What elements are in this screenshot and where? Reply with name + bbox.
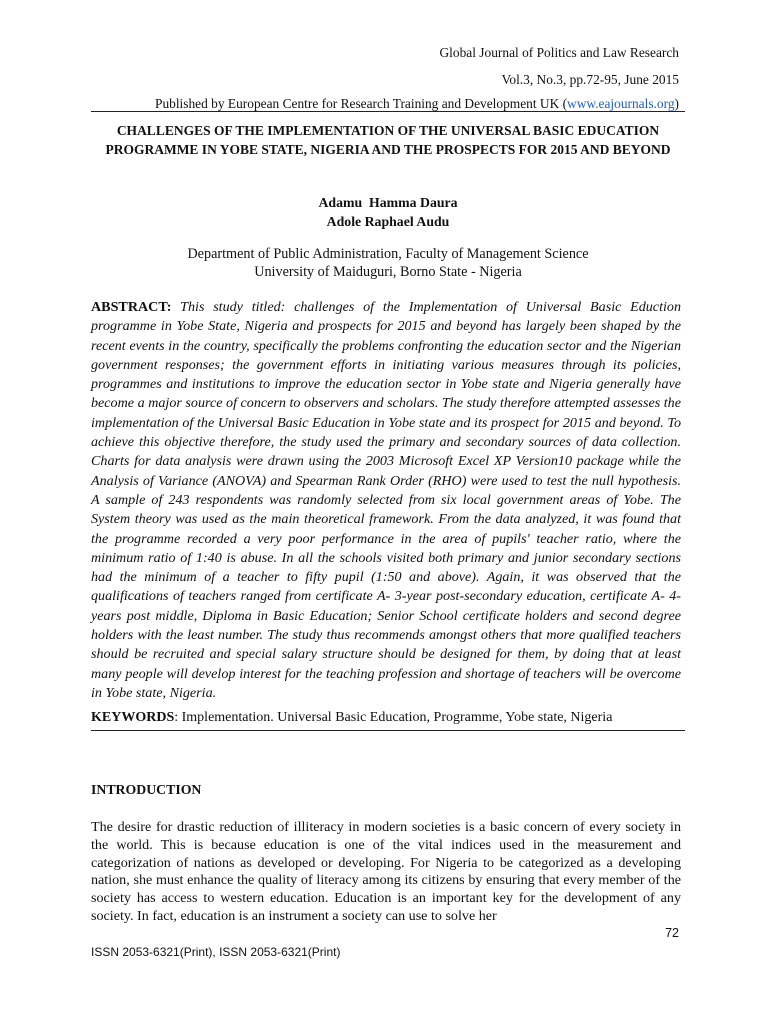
- publisher-suffix: ): [674, 96, 679, 111]
- volume-info: Vol.3, No.3, pp.72-95, June 2015: [501, 72, 679, 87]
- header-rule: [91, 111, 685, 112]
- body-paragraph: The desire for drastic reduction of illiteracy in modern societies is a basic concern of every society in the world. This is because education is one of the vital indices used in the measurement and categorization of nations as developed or developing. For Nigeria to be categorized as a developing nation, she must enhance the quality of literacy among its citizens by ensuring that every member of the society has access to western education. Education is an important key for the development of any society. In fact, education is an instrument a society can use to solve her: [91, 819, 681, 924]
- abstract-label: ABSTRACT:: [91, 299, 172, 315]
- publisher-prefix: Published by European Centre for Research Training and Development UK (: [155, 96, 568, 111]
- author-name: Adamu Hamma Daura: [318, 195, 458, 210]
- author-name: Adole Raphael Audu: [326, 214, 450, 229]
- section-heading: INTRODUCTION: [91, 782, 202, 797]
- affiliation: [91, 245, 685, 281]
- issn-footer: ISSN 2053-6321(Print), ISSN 2053-6321(Print): [91, 945, 341, 959]
- keywords-rule: [91, 730, 685, 731]
- journal-name: Global Journal of Politics and Law Research: [439, 45, 679, 60]
- journal-website-link[interactable]: www.eajournals.org: [567, 96, 675, 111]
- abstract: [91, 298, 681, 703]
- affiliation-line: Department of Public Administration, Faculty of Management Science: [187, 246, 589, 262]
- keywords-text: : Implementation. Universal Basic Education, Programme, Yobe state, Nigeria: [174, 710, 613, 725]
- abstract-text: This study titled: challenges of the Implementation of Universal Basic Eduction programme in Yobe State, Nigeria and prospects for 2015 and beyond has largely been shaped by the recent events in the country, specifically the problems confronting the education sector and the Nigerian government responses; the government efforts in initiating various measures through its policies, programmes and institutions to improve the education sector in Yobe state and Nigeria generally have become a major source of concern to observers and scholars. The study therefore attempted assesses the implementation of the Universal Basic Education in Yobe state and its prospect for 2015 and beyond. To achieve this objective therefore, the study used the primary and secondary sources of data collection. Charts for data analysis were drawn using the 2003 Microsoft Excel XP Version10 package while the Analysis of Variance (ANOVA) and Spearman Rank Order (RHO) were used to test the null hypothesis. A sample of 243 respondents was randomly selected from six local government areas of Yobe. The System theory was used as the main theoretical framework. From the data analyzed, it was found that the programme recorded a very poor performance in the area of pupils' teacher ratio, where the minimum ratio of 1:40 is abuse. In all the schools visited both primary and junior secondary sections had the minimum of a teacher to fifty pupil (1:50 and above). Again, it was observed that the qualifications of teachers ranged from certificate A- 3-year post-secondary education, certificate A- 4-years post middle, Diploma in Basic Education; Senior School certificate holders and second degree holders with the least number. The study thus recommends amongst others that more qualified teachers should be recruited and special salary structure should be designed for them, by doing that at least many people will develop interest for the teaching profession and shortage of teachers will be overcome in Yobe state, Nigeria.: [91, 299, 681, 701]
- affiliation-line: University of Maiduguri, Borno State - Nigeria: [254, 264, 522, 280]
- keywords-label: KEYWORDS: [91, 710, 175, 725]
- page-number: 72: [665, 926, 679, 940]
- paper-title: CHALLENGES OF THE IMPLEMENTATION OF THE UNIVERSAL BASIC EDUCATION PROGRAMME IN YOBE STATE, NIGERIA AND THE PROSPECTS FOR 2015 AND BEYOND: [105, 123, 671, 157]
- author-list: [91, 193, 685, 231]
- keywords: [91, 710, 685, 726]
- publisher-line: [155, 96, 679, 112]
